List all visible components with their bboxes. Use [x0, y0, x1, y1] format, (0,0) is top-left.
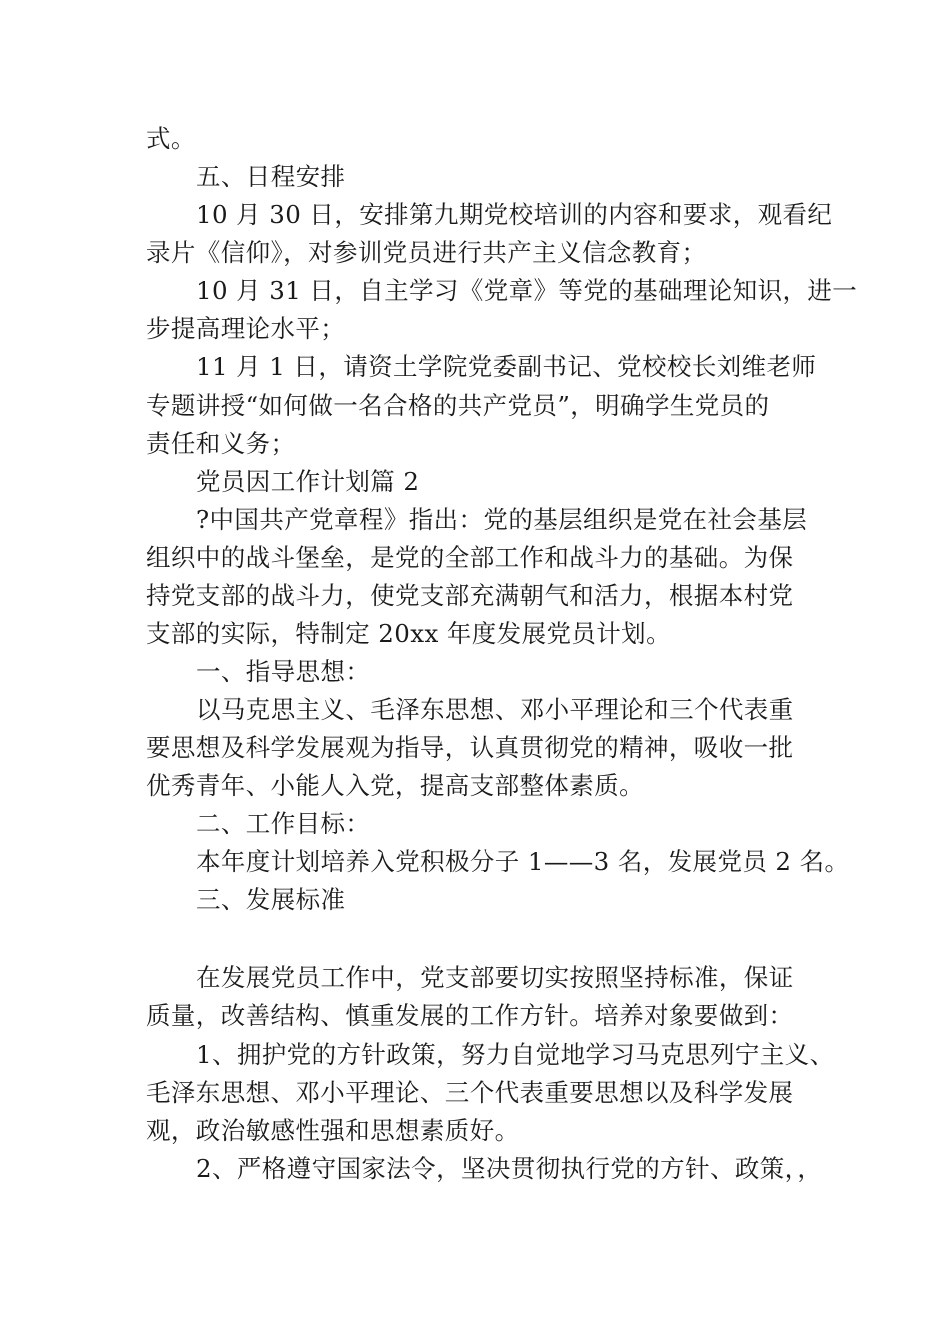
text-line: 质量，改善结构、慎重发展的工作方针。培养对象要做到： — [146, 1001, 794, 1030]
section-title: 党员因工作计划篇 2 — [196, 467, 420, 496]
text-line: 10 月 31 日，自主学习《党章》等党的基础理论知识，进一 — [196, 276, 858, 305]
text-line: 组织中的战斗堡垒，是党的全部工作和战斗力的基础。为保 — [146, 543, 794, 572]
section-heading: 五、日程安排 — [196, 162, 346, 191]
text-line: 步提高理论水平； — [146, 314, 346, 343]
text-line: 10 月 30 日，安排第九期党校培训的内容和要求，观看纪 — [196, 200, 833, 229]
text-line: 支部的实际，特制定 20xx 年度发展党员计划。 — [146, 619, 671, 648]
section-heading: 二、工作目标： — [196, 809, 371, 838]
text-line: 持党支部的战斗力，使党支部充满朝气和活力，根据本村党 — [146, 581, 794, 610]
text-line: 11 月 1 日，请资土学院党委副书记、党校校长刘维老师 — [196, 352, 817, 381]
text-line: 责任和义务； — [146, 429, 296, 458]
text-line: 式。 — [146, 124, 196, 153]
section-heading: 三、发展标准 — [196, 885, 346, 914]
text-line: 观，政治敏感性强和思想素质好。 — [146, 1116, 520, 1145]
text-line: 1、拥护党的方针政策，努力自觉地学习马克思列宁主义、 — [196, 1040, 835, 1069]
text-line: 在发展党员工作中，党支部要切实按照坚持标准，保证 — [196, 963, 794, 992]
section-heading: 一、指导思想： — [196, 657, 371, 686]
text-line: ?中国共产党章程》指出：党的基层组织是党在社会基层 — [196, 505, 808, 534]
text-line: 以马克思主义、毛泽东思想、邓小平理论和三个代表重 — [196, 695, 794, 724]
text-line: 优秀青年、小能人入党，提高支部整体素质。 — [146, 771, 644, 800]
text-line: 本年度计划培养入党积极分子 1——3 名，发展党员 2 名。 — [196, 847, 850, 876]
text-line: 录片《信仰》，对参训党员进行共产主义信念教育； — [146, 238, 707, 267]
text-line: 毛泽东思想、邓小平理论、三个代表重要思想以及科学发展 — [146, 1078, 794, 1107]
text-line: 要思想及科学发展观为指导，认真贯彻党的精神，吸收一批 — [146, 733, 794, 762]
text-line: 2、严格遵守国家法令，坚决贯彻执行党的方针、政策，， — [196, 1154, 823, 1183]
text-line: 专题讲授“如何做一名合格的共产党员”，明确学生党员的 — [146, 391, 770, 420]
